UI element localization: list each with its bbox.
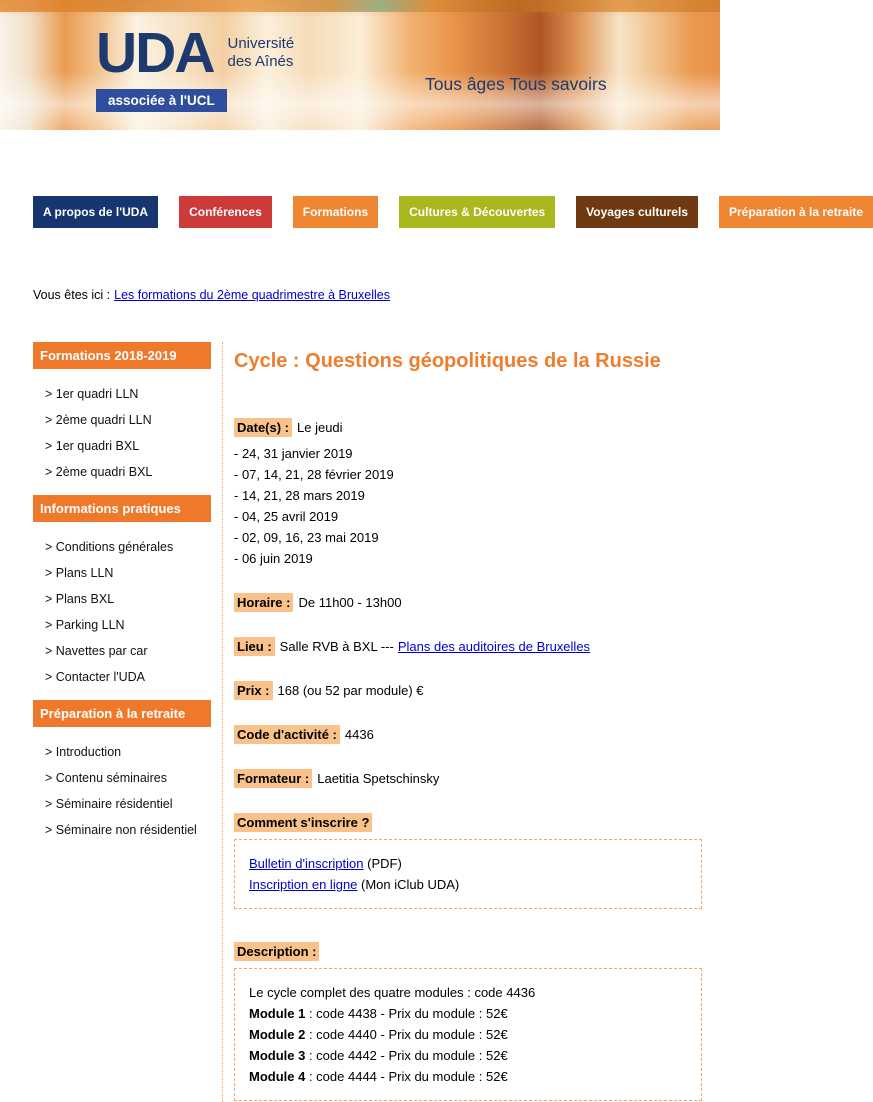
formateur-label: Formateur : — [234, 769, 312, 788]
sidebar-header-formations[interactable]: Formations 2018-2019 — [33, 342, 211, 369]
tagline: Tous âges Tous savoirs — [425, 74, 607, 94]
inscription-header: Comment s'inscrire ? — [234, 813, 372, 832]
code-activite-value: 4436 — [344, 727, 374, 742]
inscription-line-bulletin — [249, 853, 687, 874]
date-line: - 02, 09, 16, 23 mai 2019 — [234, 530, 379, 545]
module-3-detail: : code 4442 - Prix du module : 52€ — [305, 1048, 508, 1063]
module-line-1 — [249, 1003, 687, 1024]
inscription-suffix: (Mon iClub UDA) — [357, 877, 460, 892]
bulletin-suffix: (PDF) — [363, 856, 402, 871]
prix-row — [234, 682, 702, 699]
sidebar-item-conditions-generales[interactable]: > Conditions générales — [45, 540, 174, 554]
dates-value: Le jeudi — [297, 420, 343, 435]
nav-cultures-decouvertes[interactable]: Cultures & Découvertes — [399, 196, 555, 228]
date-line: - 06 juin 2019 — [234, 551, 313, 566]
breadcrumb — [33, 288, 720, 302]
horaire-row — [234, 594, 702, 611]
nav-voyages-culturels[interactable]: Voyages culturels — [576, 196, 698, 228]
date-line: - 24, 31 janvier 2019 — [234, 446, 353, 461]
sidebar-item-contenu-seminaires[interactable]: > Contenu séminaires — [45, 771, 167, 785]
nav-formations[interactable]: Formations — [293, 196, 378, 228]
lieu-label: Lieu : — [234, 637, 275, 656]
code-activite-label: Code d'activité : — [234, 725, 340, 744]
lieu-plans-link[interactable]: Plans des auditoires de Bruxelles — [397, 639, 591, 654]
inscription-line-en-ligne — [249, 874, 687, 895]
description-header: Description : — [234, 942, 319, 961]
dates-row — [234, 419, 702, 436]
lieu-row — [234, 638, 702, 655]
prix-label: Prix : — [234, 681, 273, 700]
date-line: - 04, 25 avril 2019 — [234, 509, 339, 524]
main-nav — [33, 196, 864, 228]
inscription-box — [234, 839, 702, 909]
module-line-2 — [249, 1024, 687, 1045]
breadcrumb-prefix: Vous êtes ici : — [33, 288, 111, 302]
nav-preparation-retraite[interactable]: Préparation à la retraite — [719, 196, 873, 228]
inscription-en-ligne-link[interactable]: Inscription en ligne — [249, 877, 358, 892]
module-2-name: Module 2 — [249, 1027, 306, 1042]
module-3-name: Module 3 — [249, 1048, 306, 1063]
description-intro: Le cycle complet des quatre modules : code 4436 — [249, 985, 536, 1000]
code-activite-row — [234, 726, 702, 743]
date-line: - 14, 21, 28 mars 2019 — [234, 488, 365, 503]
sidebar-header-preparation-retraite[interactable]: Préparation à la retraite — [33, 700, 211, 727]
horaire-label: Horaire : — [234, 593, 293, 612]
sidebar-header-infos-pratiques[interactable]: Informations pratiques — [33, 495, 211, 522]
module-4-detail: : code 4444 - Prix du module : 52€ — [305, 1069, 508, 1084]
sidebar-section-formations — [33, 342, 211, 485]
sidebar-item-2eme-quadri-bxl[interactable]: > 2ème quadri BXL — [45, 465, 153, 479]
uda-subtitle-line2: des Aînés — [227, 53, 294, 71]
breadcrumb-link[interactable]: Les formations du 2ème quadrimestre à Bruxelles — [114, 288, 390, 302]
sidebar-item-plans-lln[interactable]: > Plans LLN — [45, 566, 114, 580]
uda-logo-subtitle — [228, 35, 295, 71]
inscription-header-row — [234, 814, 702, 831]
dates-list — [234, 443, 702, 569]
formateur-row — [234, 770, 702, 787]
module-4-name: Module 4 — [249, 1069, 306, 1084]
module-1-detail: : code 4438 - Prix du module : 52€ — [305, 1006, 508, 1021]
uda-logo[interactable] — [96, 21, 295, 112]
ucl-association-banner: associée à l'UCL — [96, 89, 227, 112]
page-title: Cycle : Questions géopolitiques de la Russie — [234, 350, 661, 372]
module-2-detail: : code 4440 - Prix du module : 52€ — [305, 1027, 508, 1042]
lieu-value: Salle RVB à BXL --- — [279, 639, 394, 654]
module-line-4 — [249, 1066, 687, 1087]
horaire-value: De 11h00 - 13h00 — [298, 595, 402, 610]
header-banner — [0, 0, 720, 130]
main-content — [223, 342, 720, 1102]
nav-a-propos[interactable]: A propos de l'UDA — [33, 196, 158, 228]
sidebar-item-navettes-par-car[interactable]: > Navettes par car — [45, 644, 148, 658]
description-box — [234, 968, 702, 1101]
sidebar-item-seminaire-residentiel[interactable]: > Séminaire résidentiel — [45, 797, 173, 811]
date-line: - 07, 14, 21, 28 février 2019 — [234, 467, 394, 482]
uda-subtitle-line1: Université — [227, 35, 295, 53]
description-header-row — [234, 943, 702, 960]
nav-conferences[interactable]: Conférences — [179, 196, 272, 228]
sidebar-item-plans-bxl[interactable]: > Plans BXL — [45, 592, 115, 606]
prix-value: 168 (ou 52 par module) € — [277, 683, 424, 698]
module-line-3 — [249, 1045, 687, 1066]
formateur-value: Laetitia Spetschinsky — [317, 771, 440, 786]
dates-label: Date(s) : — [234, 418, 292, 437]
module-1-name: Module 1 — [249, 1006, 306, 1021]
content-area — [0, 342, 720, 1102]
sidebar-section-infos-pratiques — [33, 495, 211, 690]
sidebar-item-introduction[interactable]: > Introduction — [45, 745, 122, 759]
sidebar-item-seminaire-non-residentiel[interactable]: > Séminaire non résidentiel — [45, 823, 197, 837]
bulletin-inscription-link[interactable]: Bulletin d'inscription — [249, 856, 364, 871]
sidebar-section-preparation-retraite — [33, 700, 211, 843]
sidebar-item-contacter-uda[interactable]: > Contacter l'UDA — [45, 670, 145, 684]
sidebar-item-1er-quadri-bxl[interactable]: > 1er quadri BXL — [45, 439, 140, 453]
uda-logo-text: UDA — [96, 21, 214, 85]
sidebar-item-2eme-quadri-lln[interactable]: > 2ème quadri LLN — [45, 413, 152, 427]
sidebar-item-1er-quadri-lln[interactable]: > 1er quadri LLN — [45, 387, 139, 401]
sidebar — [33, 342, 211, 1102]
sidebar-item-parking-lln[interactable]: > Parking LLN — [45, 618, 125, 632]
